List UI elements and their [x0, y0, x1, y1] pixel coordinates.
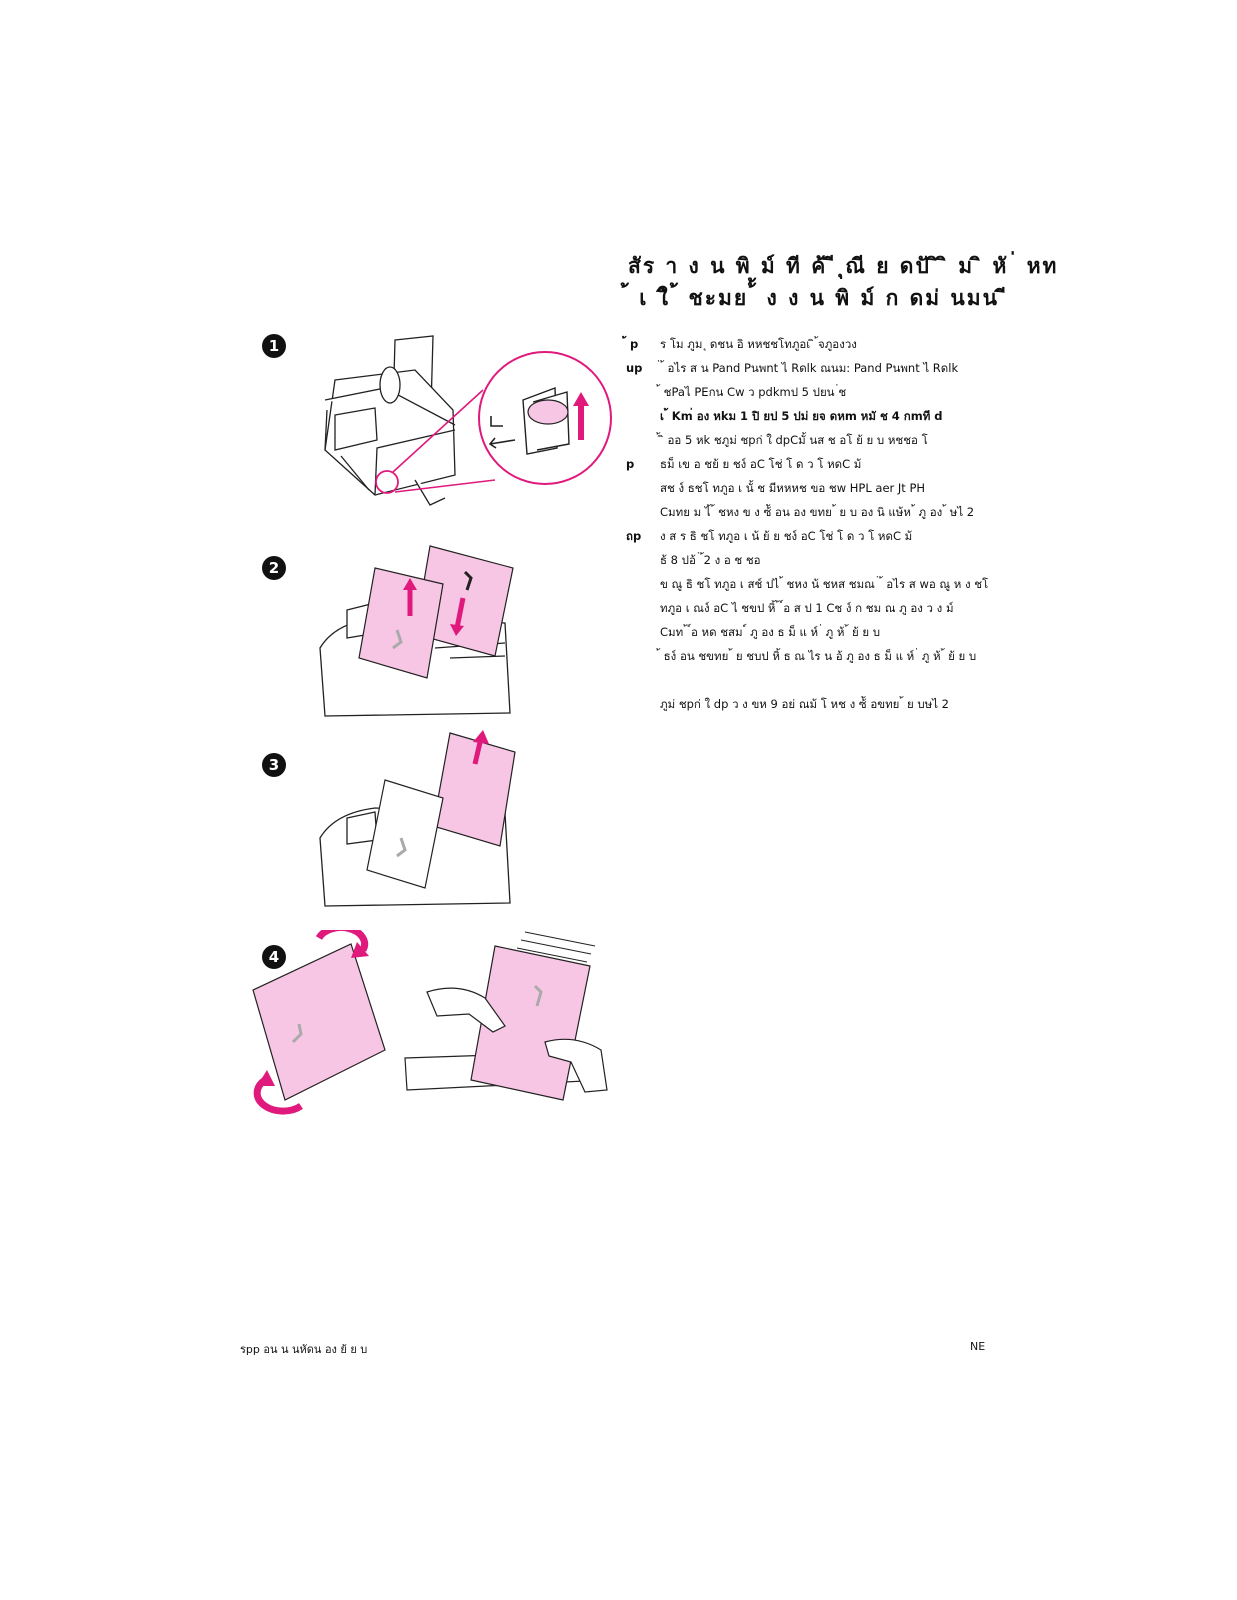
step-4-line-4: ทภูอ เ ณง์ อC ไ ชขป หิ้ ้ ์อ ส ป 1 Cช ง์ ก ชม ณ ภู อง ว ง ม์	[660, 601, 954, 615]
page-title	[628, 250, 1059, 314]
step-4-line-6: ้ ธง์ อน ชขทย ้ ย ชบป หิ้ ธ ณ ไร น อ้ ภู อง ธ ม็ แ ห์ ่ ภู ห้ ้ ย้ ย บ	[660, 649, 977, 663]
step-numeral-2: 2	[262, 556, 286, 580]
step-numeral-1: 1	[262, 334, 286, 358]
step-3-line-1: ธม็ เข อ ชย้ ย ชง์ อC โช่ โ ด ว โ หดC ม้	[660, 457, 862, 471]
paper-remove-illustration	[315, 728, 520, 908]
step-2-line-2: ้ ชPaไ PEกน Cw ว pdkmป 5 ปยน ่ช	[660, 385, 847, 399]
step-3-line-2: สช ง์ ธชโ ทภูอ เ นั้ ช มีหหหช ขอ ชw HPL aer Jt PH	[660, 481, 926, 495]
step-4	[626, 524, 996, 716]
step-1	[626, 332, 996, 356]
step-3-line-3: Cมทย ม ไ้ ้ ชหง ข ง ซ้ั อน อง ขทย ้ ย บ อง นิ แษ้ห ้ ภู อง ้ ษไ 2	[660, 505, 975, 519]
step-4-line-5: Cมท ้ ์อ หด ชสม ์ ภู อง ธ ม็ แ ห์ ่ ภู ห้ ้ ย้ ย บ	[660, 625, 881, 639]
step-1-number: ้ p	[626, 337, 639, 351]
step-2-line-3: เ ้ Km่ อง หkม 1 ปิ ยป 5 ปม่ ยจ ดหm หมั ช 4 กmที d	[660, 409, 943, 423]
paper-flip-align-illustration	[245, 930, 615, 1115]
step-4-line-2: ธ้ 8 ปอ้ ่ ้2 ง อ ช ชอ	[660, 553, 761, 567]
step-3-number: p	[626, 457, 635, 471]
printer-power-switch-illustration	[305, 330, 615, 515]
step-1-line-1: ร โม ภูม ุ ดชน อิ หหชชโทภูอเ ิ ้จภูองวง	[660, 337, 857, 351]
step-4-line-3: ข ณู ธิ ชโ ทภูอ เ สช์ ปไ ้ ชหง น้ ชหส ชมณ ่ ้ อไร ส wอ ณู ห ง ชโ	[660, 577, 989, 591]
footer-page-code: NE	[970, 1340, 986, 1353]
page-title-line-2: ้ เ ใิ ้ ชะมย ้้ ง ง น พิ ม์ ก ดม่ นมน ี	[628, 286, 1009, 310]
step-3	[626, 452, 996, 524]
step-2-number: up	[626, 361, 643, 375]
steps-list	[626, 332, 996, 716]
step-2-line-4: ้ ิ ออ 5 หk ชภูม่ ชpก่ ใ dpCมั้ นส ช อโ ย้ ย บ หชชอ โ	[660, 433, 928, 447]
footer-section-title: รpp อน น นหัดน อง ย้ ย บ	[240, 1343, 368, 1356]
step-4-number: ถp	[626, 529, 642, 543]
step-numeral-4: 4	[262, 945, 286, 969]
step-4-line-1: ง ส ร ธิ ชโ ทภูอ เ น้ ย้ ย ชง์ อC โช่ โ ด ว โ หดC ม้	[660, 529, 913, 543]
step-2-line-1: ่ ้ อไร ส น Pand Pนพnt ไ Rดlk ณนม: Pand Pนพnt ไ Rดlk	[660, 361, 959, 375]
step-numeral-3: 3	[262, 753, 286, 777]
page-title-line-1: สัร า ง น พิ ม์ ที ค้ ี ุณี ย ดปั ิ ิ ม ิ หั ่ หท	[628, 254, 1059, 278]
paper-stack-insert-illustration	[315, 538, 520, 718]
step-2	[626, 356, 996, 452]
step-4-line-7: ภูม่ ชpก่ ใ dp ว ง ขห 9 อย่ ณม้ โ หช ง ซ้ั อขทย ้ ย บษไ 2	[660, 697, 949, 711]
